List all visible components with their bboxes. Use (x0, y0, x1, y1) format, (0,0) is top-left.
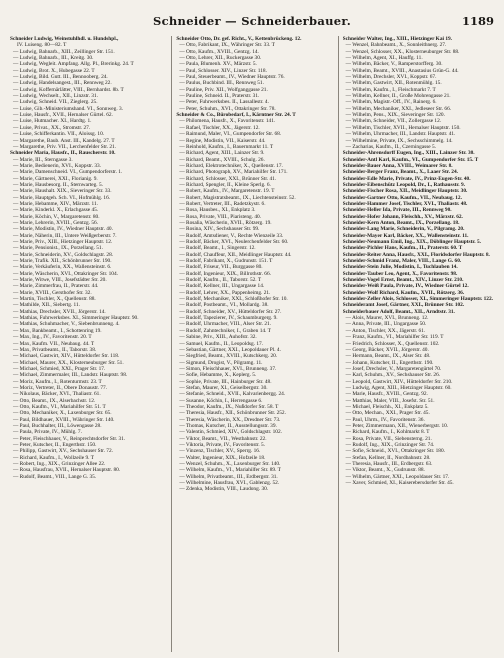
directory-entry: — Otto, Lehrer, XII., Ruckergasse 30. (179, 55, 262, 62)
directory-entry: — Wilhelm, Mechaniker, XXI., Jedleseer Str. 66. (345, 105, 452, 112)
directory-entry: — Moriz, Vertreter, II., Obere Donaustr. 77. (13, 384, 108, 391)
directory-entry: — Pauline, Schneid. II., Praterstr. 31. (179, 93, 260, 100)
directory-entry: — Sophie, Private, III., Hainburger Str. 48. (179, 378, 272, 385)
directory-entry: — Viktor, Beamt., X., Gudrunstr. 88. (345, 467, 425, 474)
directory-entry: — Vinzenz, Tischler, XV., Sperrg. 16. (179, 448, 261, 455)
directory-entry: — Sofie, Schneid., XVI., Ottakringer Str. 180. (345, 448, 445, 455)
directory-entry: — Wilhelmine, Private, IX., Sechsschimmelg. 14. (345, 137, 453, 144)
directory-entry: — Simon, Fleischhauer, XVI., Brunneng. 37. (179, 365, 277, 372)
directory-entry: Schneider-Heller Ida, Private, III., Rennweg 90. (342, 207, 452, 214)
directory-entry: — Wilhelm, Tischler, XVII., Hernalser Hauptstr. 150. (345, 124, 461, 131)
directory-entry: — Viktor, Beamt., VII., Westbahnstr. 22. (179, 435, 267, 442)
directory-entry: — Nikolaus, Bäcker, XVI., Thaliastr. 61. (13, 391, 101, 398)
directory-entry: — Friedrich, Schlosser, X., Quellenstr. 102. (345, 340, 440, 347)
directory-entry: — Mathias, Fuhrwerksbes. XI., Simmeringer Hauptstr. 90. (13, 315, 139, 322)
directory-entry: — Sebastian, Gärtner, XXI., Leopoldauer Pl. 4. (179, 346, 281, 353)
directory-entry: — Max, Ing., IV., Favoritenstr. 20. T (13, 334, 92, 341)
directory-entry: — Richard, Photograph, XV., Mariahilfer Str. 171. (179, 169, 288, 176)
directory-entry: — Ludwig, Bahnarb., XIII., Zeillinger Str. 151. (13, 48, 115, 55)
directory-entry: — Wilhelm, Drechsler, XVI., Koppstr. 67. (345, 74, 437, 81)
column-2 (171, 36, 331, 652)
directory-entry: — Rosa, Hausfrau, XVII., Hernalser Hauptstr. 80. (13, 467, 121, 474)
directory-entry: Schneider-Bauer Anna, XVIII., Weimarer Str. 8. (342, 162, 453, 169)
directory-entry: — Rudolf, Zahntechniker, I., Graben 14. T (179, 327, 271, 334)
directory-entry: — Robert, Vertreter, III., Radetzkystr. 6. (179, 200, 266, 207)
column-3 (338, 36, 498, 652)
directory-entry: — Marie, Zimmerfrau, II., Praterstr. 44. (13, 283, 99, 290)
directory-entry: Schneider-Tauber Leo, Agent, X., Favoritenstr. 98. (342, 270, 458, 277)
directory-entry: — Walter, Ingenieur, XIX., Hofzeile 18. (179, 454, 266, 461)
directory-entry: — Marie, Modistin, IV., Wiedner Hauptstr. 40. (13, 226, 113, 233)
directory-entry: — Karl, Schuhm., XV., Sechshauser Str. 26. (345, 372, 441, 379)
directory-entry: — Mathilde, XII., Siebertg. 11. (13, 302, 81, 309)
directory-entry: — Robert, Magistratsbeamt., IX., Liechtensteinstr. 52. (179, 194, 296, 201)
directory-entry: — Regine, Modistin, VII., Kaiserstr. 44. (179, 137, 266, 144)
directory-entry: Schneider-Antl Karl, Kaufm., VI., Gumpendorfer Str. 15. T (342, 156, 479, 163)
directory-columns (10, 36, 498, 652)
directory-entry: — Luise, Hausfr., XVII., Hernalser Gürtel. 62. (13, 112, 113, 119)
directory-entry: Schneider-Zeller Alois, Schlosser, XI., Simmeringer Hauptstr. 122. (342, 296, 493, 303)
directory-entry: Schneider-Mayer Karl, Bäcker, XX., Wallensteinstr. 11. (342, 232, 469, 239)
directory-entry: — Michael, Gastwirt, XIV., Hütteldorfer Str. 118. (13, 353, 120, 360)
directory-entry: — Otto, Beamt., IX., Alserbachstr. 12. (13, 397, 96, 404)
directory-entry: — Marie, Haushalt. XIX., Sieveringer Str. 33. (13, 188, 112, 195)
directory-entry: — Richard, Schlosser, XXI., Brünner Str. 41. (179, 175, 277, 182)
directory-entry: — Wilhelm, Pens., XIX., Sieveringer Str. 120. (345, 112, 445, 119)
directory-entry: — Martin, Tischler, X., Quellenstr. 88. (13, 296, 96, 303)
directory-entry: — Marie, Witwe, VIII., Josefstädter Str. 20. (13, 277, 107, 284)
directory-entry: — Johann, Kutscher, II., Engerthstr. 190. (345, 359, 434, 366)
directory-entry: Schneider-Stein Julie, Modistin, I., Tuchlauben 14. (342, 264, 458, 271)
directory-entry: — Wilhelm, Bäcker, V., Ramperstorfferg. 30. (345, 61, 443, 68)
directory-entry: — Marie, Trafik. XII., Schönbrunner Str. 190. (13, 258, 112, 265)
directory-entry: — Anna, Private, III., Ungargasse 50. (345, 321, 427, 328)
directory-entry: — Rudolf, Tapezierer, IV., Schaumburgerg. 9. (179, 315, 278, 322)
directory-entry: — Hermann, Beamt., IX., Alser Str. 48. (345, 353, 431, 360)
directory-entry: — Sigmund, Drogist, V., Pilgramg. 11. (179, 359, 263, 366)
directory-entry: — Leopold, Gastwirt, XIV., Hütteldorfer Str. 210. (345, 378, 453, 385)
directory-entry: — Wilhelm, Gastwirt, XII., Rotenmühlg. 15. (345, 80, 442, 87)
directory-entry: — Max, Privatbeamt., II., Taborstr. 38. (13, 346, 97, 353)
directory-entry: — Rudolf, Ingenieur, XIX., Billrothstr. 66. (179, 270, 271, 277)
directory-entry: — Wilhelm, Privatbeamt., III., Erdbergstr. 31. (179, 473, 278, 480)
directory-entry: Schneider-Berger Franz, Beamt., X., Laaer Str. 24. (342, 169, 458, 176)
directory-entry: Schneiderbauer Adolf, Beamt., XII., Arndtstr. 31. (342, 308, 455, 315)
directory-entry: — Wilhelm, Kaufm., VI., Mariahilfer Str. 89. T (179, 467, 281, 474)
directory-entry: Schneideramt Josef, Gärtner, XXI., Brünner Str. 102. (342, 302, 465, 309)
directory-entry: — Paul, Bildhauer, XVIII., Währinger Str. 140. (13, 416, 115, 423)
directory-entry: — Thomas, Kutscher, II., Ausstellungsstr. 39. (179, 422, 277, 429)
directory-entry: — Marie, Verkäuferin, XX., Wallensteinstr. 6. (13, 264, 112, 271)
directory-entry: — Rudolf, Mechaniker, XXI., Schloßhofer Str. 10. (179, 296, 288, 303)
directory-entry: — Michael, Schmied, XXI., Prager Str. 17. (13, 365, 106, 372)
directory-entry: — Marie, Bedienerin, XVI., Koppstr. 33. (13, 162, 102, 169)
directory-entry: — Moriz, Kaufm., I., Rotenturmstr. 23. T (13, 378, 102, 385)
directory-entry: — Rosa, Private, VII., Siebensterng. 21. (345, 435, 432, 442)
directory-entry: — Wilhelm, Gärtner, XXI., Leopoldauer Str. 17. (345, 473, 450, 480)
directory-entry: — Otto, Mechan., XXI., Prager Str. 45. (345, 410, 430, 417)
directory-entry: — Rudolf, Uhrmacher, VIII., Alser Str. 21. (179, 321, 272, 328)
directory-entry: — Richard, Elektrotechniker, X., Quellenstr. 17. (179, 162, 283, 169)
directory-entry: — Susanne, Köchin, I., Herrengasse 6. (179, 397, 263, 404)
directory-entry: — Wilhelm, Beamt., XVIII., Anastasius Grün-G. 44. (345, 67, 459, 74)
directory-entry: Schneider-Lang Marie, Schneiderin, V., Pilgramg. 20. (342, 226, 465, 233)
directory-entry: — Philomena, Hausfr., X., Favoritenstr. 141. (179, 118, 276, 125)
directory-entry: Schneider-Kern Anton, Beamt., IX., Porzellang. 18. (342, 219, 460, 226)
directory-entry: — Marie, Schneiderin, XV., Goldschlagstr. 28. (13, 251, 114, 258)
directory-entry: — Rosalia, Wäscherin, XVII., Rötzerg. 19. (179, 219, 272, 226)
directory-entry: — Wilhelm, Schneider, VII., Zollergasse 12. (345, 118, 442, 125)
directory-entry: — Rudolf, Chauffeur, XII., Meidlinger Hauptstr. 44. (179, 251, 292, 258)
directory-entry: — Alois, Maurer, XVI., Brunneng. 12. (345, 315, 429, 322)
directory-entry: — Wenzel, Schuhm., X., Laxenburger Str. 140. (179, 461, 281, 468)
directory-entry: — Paula, Blumenh. XV., Märzstr. 5. (179, 61, 257, 68)
directory-entry: — Max, Bankbeamt., I., Schottenring 19. (13, 327, 102, 334)
directory-entry: — Marie, Kinderkl. X., Erlachgasse 45. (13, 207, 99, 214)
directory-entry: — Ludwig, Handelsangest., III., Rennweg 22. (13, 80, 112, 87)
directory-entry: — Richard, Beamt., XVIII., Schulg. 26. (179, 156, 265, 163)
directory-entry: — Xaver, Schmied, XI., Kaiserebersdorfer Str. 45. (345, 480, 454, 487)
directory-entry: — Rosina, XIV., Sechshauser Str. 99. (179, 226, 260, 233)
directory-entry: — Marie, Köchin, V., Margaretenstr. 80. (13, 213, 100, 220)
directory-entry: — Ludwig, Agent, XIII., Hietzinger Hauptstr. 60. (345, 384, 452, 391)
directory-entry: — Robert, Kaufm., IV., Margaretenstr. 19. T (179, 188, 275, 195)
directory-entry: — Wilhelm, Magistr.-Off., IV., Rainerg. 6. (345, 99, 437, 106)
directory-entry: — Richard, Kaufm., I., Kohlmarkt 8. T (345, 429, 430, 436)
directory-entry: — Marie, Pensionist., IX., Porzellang. 51. (13, 245, 103, 252)
directory-entry: — Rudolf, Postbeamt., VI., Mollardg. 38. (179, 302, 269, 309)
directory-entry: Schneider-Fischer Rosa, XII., Meidlinger Hauptstr. 30. (342, 188, 468, 195)
directory-entry: Schneider-Gartner Otto, Kaufm., VII., Neubaug. 12. (342, 194, 462, 201)
directory-entry: — Peter, Zimmermann, XII., Wienerbergstr. 10. (345, 422, 449, 429)
directory-entry: — Paul, Uhrm., IV., Favoritenstr. 36. (345, 416, 425, 423)
directory-entry: — Robert, Ing., XIX., Grinzinger Allee 22. (13, 461, 106, 468)
directory-entry: — Rosa, Private, VIII., Piaristeng. 40. (179, 213, 262, 220)
directory-entry: — Luise, Hutmacher. XI., Hardtg. 1. (13, 118, 92, 125)
directory-entry: — Paul, Buchhalter, III., Löwengasse 28. (13, 422, 102, 429)
directory-entry: — Paula, Private, IV., Mühlg. 7. (13, 429, 82, 436)
directory-entry: Schneider-Hammer Josef, Tischler, XVI., Thaliastr. 48. (342, 200, 468, 207)
directory-entry: — Wilhelm, Agent, XI., Hauffg. 11. (345, 55, 423, 62)
directory-entry: — Marie, Gärtnerei, XXI., Florianig. 9. (13, 175, 98, 182)
directory-entry: — Marie, Hausbesorg. II., Sternwarteg. 5. (13, 181, 103, 188)
directory-entry: — Valentin, Schmied, XIV., Goldschlagstr. 102. (179, 429, 282, 436)
directory-entry: — Luise, Schifferkantin. VII., Aloissg. 10. (13, 131, 105, 138)
directory-entry: — Otto, Kaufm., VI., Mariahilfer Str. 51. T (13, 403, 106, 410)
directory-entry: Schneider-Neumann Emil, Ing., XIX., Döblinger Hauptstr. 5. (342, 239, 481, 245)
column-1 (10, 36, 165, 652)
directory-entry: — Rudolf, Friseur, VII., Burggasse 80. (179, 264, 263, 271)
directory-entry: — Stefan, Kellner, II., Nordbahnstr. 28. (345, 454, 431, 461)
directory-entry: — Matthias, Maler, VIII., Josefst. Str. 51. (345, 397, 435, 404)
directory-entry: — Mathias, Drechsler, XVII., Jörgerstr. 14. (13, 308, 106, 315)
directory-entry: — Rudolf, Kellner, III., Ungargasse 14. (179, 283, 265, 290)
directory-entry: — Richard, Spengler, II., Kleine Sperlg. 6. (179, 181, 271, 188)
directory-entry: — Ludwig, Brot. X., Hubegasse 22. T (13, 67, 95, 74)
directory-entry: — Rudolf, Lehrer, XX., Pappenheimg. 21. (179, 289, 271, 296)
directory-entry: — Mathias, Schuhmacher, V., Siebenbrunneng. 4. (13, 321, 120, 328)
directory-entry: — Paul, Steuerbeamt., IV., Wiedner Hauptstr. 76. (179, 74, 285, 81)
directory-entry: — Marie, Priv., XIII., Hietzinger Hauptstr. 12. (13, 239, 113, 245)
directory-entry: — Georg, Bäcker, XVII., Jörgerstr. 40. (345, 346, 429, 353)
directory-entry: — Marie, Wäscherin, XVI., Ottakringer Str. 104. (13, 270, 118, 277)
directory-entry: Schneider-Eibenschütz Leopold, Dr., I., Rathausstr. 9. (342, 181, 465, 188)
directory-entry: — Otto, Fabrikant, IX., Währinger Str. 33. T (179, 42, 275, 49)
directory-entry: — Marie, III., Sterngasse 3. (13, 156, 73, 163)
page-number: 1189 (461, 14, 494, 28)
directory-entry: — Pauline, Priv. XII., Wolfganggasse 21. (179, 86, 268, 93)
directory-entry: — Wilhelmine, Hausfrau, XVI., Gablenzg. 52. (179, 480, 280, 487)
directory-entry: — Luise, Privat., XX., Stromstr. 27. (13, 124, 91, 131)
directory-entry: — Marie, Damenschneid. VI., Gumpendorferstr. 1. (13, 169, 123, 176)
directory-entry: — Peter, Schuhm., XVI., Ottakringer Str. 78. (179, 105, 276, 112)
directory-entry: — Paulus, Buchbind. III., Rennweg 51. (179, 80, 264, 87)
directory-entry: — Siegfried, Beamt., XVIII., Kutschkerg. 20. (179, 353, 278, 360)
directory-entry: — Zdenka, Modistin, VIII., Laudong. 30. (179, 486, 269, 493)
directory-entry: — Rudolf, Schneider, XV., Hütteldorfer Str. 27. (179, 308, 282, 315)
directory-entry: — Viktoria, Private, IV., Favoritenstr. 5. (179, 442, 266, 448)
directory-entry: — Rudolf, Beamt., I., Singerstr. 12. (179, 245, 256, 252)
directory-entry: — Wenzel, Schlosser, XX., Klosterneuburger Str. 88. (345, 48, 460, 55)
directory-entry: — Luise, Gib.-Ministeriumshand. VI., Sonnweg. 3. (13, 105, 124, 112)
directory-entry: — Michael, Zimmermaler, III., Landstr. Hauptstr. 98. (13, 372, 128, 379)
directory-entry: Schneider-Weiß Paula, Private, IV., Wiedner Gürtel 12. (342, 283, 469, 290)
directory-entry: — Raimund, Maler, VI., Gumpendorfer Str. 68. (179, 131, 282, 138)
directory-entry: Schneider-Wolf Richard, Kaufm., XVII., Rötzerg. 36. (342, 289, 465, 296)
directory-entry: — Michael, Maurer, XX., Klosterneuburger Str. 51. (13, 359, 124, 366)
directory-entry: — Ludwig, Koffernärlätter, VIII., Bernhardst. 8b. T (13, 86, 124, 93)
directory-entry: — Samuel, Kaufm., II., Leopoldsg. 17. (179, 340, 264, 347)
directory-entry: — Marie, Hausfr., XVIII., Gentzg. 92. (345, 391, 428, 398)
directory-entry: — Philipp, Gastwirt, XV., Sechshauser Str. 72. (13, 448, 113, 455)
page-header (10, 14, 494, 32)
directory-entry: — Max, Kaufm. VII., Neubaug. 44. T (13, 340, 95, 347)
directory-entry: — Margarethe, Priv. VII., Lerchenfelder Str. 21. (13, 143, 117, 150)
directory-entry: — Rudolf, Fabrikant, X., Gudrunstr. 151. T (179, 258, 273, 265)
directory-entry: — Rafael, Tischler, XX., Jägerstr. 12. (179, 124, 260, 131)
directory-entry: — Margarethe, Baub. Anst. III., Kandelg. 27. T (13, 137, 115, 144)
directory-entry: — Sabine, Priv., XIII., Auhofstr. 32. (179, 334, 257, 341)
directory-entry: — Rudolf, Ing., XIX., Grinzinger Str. 74. (345, 442, 435, 448)
directory-entry: — Peter, Fuhrwerksbes. II., Lassallestr. 4. (179, 99, 269, 106)
directory-entry: Schneider-Schmid Franz, Maler, VIII., Lange G. 60. (342, 258, 462, 265)
directory-entry: IV. Luiseng. 80—82. T (17, 42, 67, 49)
directory-entry: Schneider Ludwig, Weinstuhlhdl. u. Hundshpl., (10, 36, 119, 42)
directory-entry: — Rudolf, Bäcker, XVI., Neulerchenfelder Str. 60. (179, 239, 289, 245)
page-title: Schneider — Schneiderbauer. (152, 14, 352, 28)
directory-entry: — Franz, Kaufm., VI., Mariahilfer Str. 119. T (345, 334, 444, 341)
directory-entry: — Theresia, Hausfr., III., Erdbergstr. 63. (345, 461, 433, 468)
directory-entry: — Ludwig, Wechselt., XII., Linzstr. 31. (13, 93, 98, 100)
directory-entry: — Josef, Drechsler, V., Margaretengürtel 70. (345, 365, 442, 372)
directory-entry: — Michael, Fleischh., XI., Enkplatz 5. (345, 403, 429, 410)
directory-entry: Schneider-Vogel Ernst, Beamt., XIV., Linzer Str. 210. (342, 277, 464, 284)
directory-entry: Schneider-Ahrensdorff Eugen, Ing., XIII., Lainzer Str. 30. (342, 150, 475, 157)
directory-entry: — Stefan, Maurer, XI., Geiselbergstr. 30. (179, 384, 268, 391)
directory-entry: — Wilhelm, Kaufm., I., Fleischmarkt 7. T (345, 86, 436, 93)
directory-entry: — Richard, Agent, XIII., Lainzer Str. 9. (179, 150, 265, 157)
directory-entry: — Marie, Hauptgeh. Sch. VI., Hofmühlg. 16. (13, 194, 111, 201)
directory-entry: — Anton, Tischler, XX., Jägerstr. 61. (345, 327, 426, 334)
directory-entry: — Reinhold, Kaufm., I., Bauernmarkt 11. T (179, 143, 274, 150)
directory-entry: — Rudolf, Beamt., VIII., Lange G. 35. (13, 473, 97, 480)
directory-entry: Schneider Otto, Dr. gef. Richt., V., Kettenbrückeng. 12. (176, 36, 302, 42)
directory-entry: — Wilhelm, Kellner, II., Große Mohrengasse 21. (345, 93, 451, 100)
directory-entry: — Marie, Lehrerin, XVIII., Gentzg. 56. (13, 219, 99, 226)
directory-entry: Schneider-Pichler Hans, Kaufm., II., Praterstr. 60. T (342, 245, 463, 252)
directory-entry: — Rudolf, Amtsdiener, V., Rechte Wienzeile 33. (179, 232, 284, 239)
directory-entry: — Theodor, Kaufm., IX., Nußdorfer Str. 58. T (179, 403, 279, 410)
directory-entry: — Sofie, Hebamme, X., Keplerg. 5. (179, 372, 257, 379)
directory-entry: — Ludwig, Wegleit. Ampfang. Allg. Pl., Brerinkg. 24. T (13, 61, 134, 68)
directory-entry: — Zacharias, Kaufm., II., Czerningasse 5. (345, 143, 437, 150)
directory-entry: — Otto, Kaufm., XVIII., Gentzg. 14. (179, 48, 259, 55)
directory-entry: — Marie, Näherin, III., Untere Weißgerberstr. 7. (13, 232, 117, 239)
directory-entry: Schneider Maria, Hausfr., II., Rauscherstr. 10. (10, 150, 116, 157)
directory-entry: — Rosa, Hausbes., XI., Enkplatz 3. (179, 207, 256, 214)
directory-entry: — Richard, Kaufm., I., Wollzeile 9. T (13, 454, 94, 461)
directory-entry: Schneider-Reiter Anna, Hausfr., XXI., Floridsdorfer Hauptstr. 8. (342, 251, 490, 258)
directory-entry: Schneider-Edle Marie, Private, IV., Prinz-Eugen-Str. 40. (342, 175, 471, 182)
directory-entry: — Theresia, Wäscherin, XX., Dresdner Str. 73. (179, 416, 281, 423)
directory-entry: — Paul, Schlosser. XIV., Linzer Str. 118. (179, 67, 267, 74)
directory-entry: Schneider & Co., Bürobedarf, I., Kärntner Str. 24. T (176, 112, 296, 119)
directory-entry: Schneider Walter, Ing., XIII., Hietzinger Kai 19. (342, 36, 453, 42)
directory-entry: — Theresia, Hausfr., XII., Schönbrunner Str. 252. (179, 410, 286, 417)
directory-entry: — Marie, XVIII., Gersthofer Str. 32. (13, 289, 92, 296)
directory-entry: — Wilhelm, Uhrmacher, III., Landstr. Hauptstr. 41. (345, 131, 456, 138)
directory-entry: — Stefanie, Schneid., XVII., Kalvarienbergg. 24. (179, 391, 286, 398)
directory-entry: — Wenzel, Bahnbeamt., X., Sonnleithnerg. 27. (345, 42, 447, 49)
directory-entry: — Marie, Hebamme, XIV., Märzstr. 11. (13, 200, 99, 207)
directory-entry: — Peter, Kutscher, II., Engerthstr. 150. (13, 442, 97, 448)
directory-entry: — Ludwig, Schneid. VII., Zieglerg. 25. (13, 99, 98, 106)
directory-entry: — Ludwig, Bild. Gutt. III., Bennooberg. 24. (13, 74, 108, 81)
directory-entry: — Peter, Fleischhauer, V., Reinprechtsdorfer Str. 31. (13, 435, 126, 442)
directory-entry: — Otto, Mechaniker, X., Laxenburger Str. 65. (13, 410, 112, 417)
directory-entry: Schneider-Hofer Johann, Fleischh., XV., Märzstr. 62. (342, 213, 463, 220)
directory-entry: — Ludwig, Bahnarb., III., Kreitg. 30. (13, 55, 94, 62)
directory-entry: — Rudolf, Kaufm., II., Taborstr. 52. T (179, 277, 262, 284)
